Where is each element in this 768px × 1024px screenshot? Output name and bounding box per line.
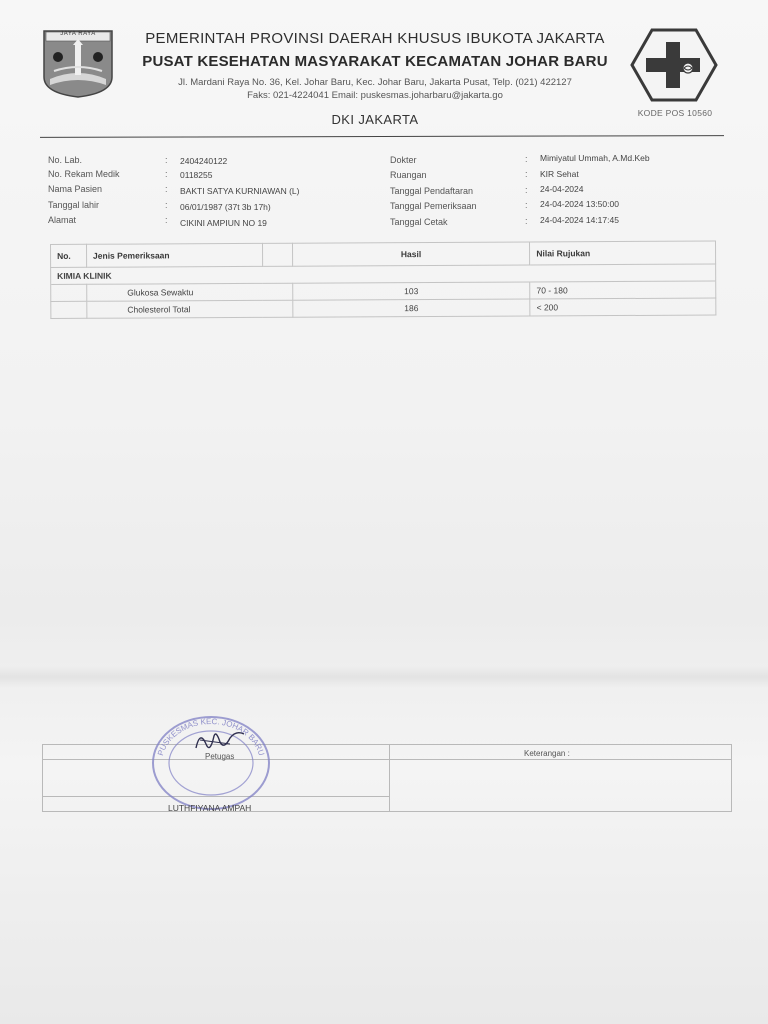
row-no	[51, 284, 87, 301]
test-result: 186	[293, 299, 531, 317]
table-header-row	[51, 241, 716, 267]
header-no: No.	[51, 244, 87, 267]
print-date-value: 24-04-2024 14:17:45	[540, 215, 619, 225]
examination-date-value: 24-04-2024 13:50:00	[540, 199, 619, 209]
birth-date-label: Tanggal lahir	[48, 200, 100, 210]
officer-name: LUTHFIYANA AMPAH	[168, 803, 252, 813]
institution-title: PUSAT KESEHATAN MASYARAKAT KECAMATAN JOHAR BARU	[142, 53, 608, 70]
medical-record-value: 0118255	[180, 170, 213, 180]
letterhead-divider	[40, 135, 724, 138]
city-label: DKI JAKARTA	[331, 112, 419, 127]
lab-number-label: No. Lab.	[48, 155, 83, 165]
patient-name-label: Nama Pasien	[48, 184, 103, 194]
examination-date-label: Tanggal Pemeriksaan	[390, 201, 477, 211]
test-result: 103	[292, 282, 530, 300]
colon: :	[165, 155, 168, 165]
patient-name-value: BAKTI SATYA KURNIAWAN (L)	[180, 186, 300, 196]
colon: :	[165, 215, 168, 225]
test-name: Cholesterol Total	[87, 300, 293, 318]
dki-jakarta-crest-icon	[40, 27, 116, 99]
signature-table	[42, 744, 732, 812]
lab-number-value: 2404240122	[180, 156, 228, 166]
remarks-label: Keterangan :	[524, 749, 570, 758]
colon: :	[525, 200, 528, 210]
government-title: PEMERINTAH PROVINSI DAERAH KHUSUS IBUKOTA JAKARTA	[145, 30, 605, 47]
colon: :	[525, 185, 528, 195]
registration-date-label: Tanggal Pendaftaran	[390, 186, 474, 196]
institution-address: Jl. Mardani Raya No. 36, Kel. Johar Baru, Kec. Johar Baru, Jakarta Pusat, Telp. (021) 422127	[178, 77, 572, 88]
stamp-text: PUSKESMAS KEC. JOHAR BARU	[155, 716, 267, 757]
address-label: Alamat	[48, 215, 77, 225]
birth-date-value: 06/01/1987 (37t 3b 17h)	[180, 202, 271, 212]
room-value: KIR Sehat	[540, 169, 579, 179]
test-reference: < 200	[530, 298, 716, 316]
colon: :	[525, 169, 528, 179]
colon: :	[165, 184, 168, 194]
test-name: Glukosa Sewaktu	[87, 283, 293, 301]
officer-role: Petugas	[205, 752, 235, 761]
colon: :	[165, 200, 168, 210]
medical-record-label: No. Rekam Medik	[48, 169, 120, 179]
registration-date-value: 24-04-2024	[540, 184, 584, 194]
category-label: KIMIA KLINIK	[51, 264, 716, 284]
room-label: Ruangan	[390, 170, 427, 180]
header-spacer	[262, 243, 292, 266]
postal-code: KODE POS 10560	[637, 108, 713, 118]
test-reference: 70 - 180	[530, 281, 716, 299]
header-test: Jenis Pemeriksaan	[86, 243, 262, 267]
colon: :	[165, 169, 168, 179]
table-row	[51, 298, 716, 318]
header-reference: Nilai Rujukan	[530, 241, 716, 265]
paper-fold-shadow	[0, 666, 768, 688]
crest-motto: JAYA RAYA	[60, 31, 96, 37]
remarks-cell	[390, 760, 732, 812]
institution-contact: Faks: 021-4224041 Email: puskesmas.joharbaru@jakarta.go	[247, 90, 503, 101]
doctor-value: Mimiyatul Ummah, A.Md.Keb	[540, 153, 650, 163]
address-value: CIKINI AMPIUN NO 19	[180, 218, 267, 228]
row-no	[51, 301, 87, 318]
colon: :	[525, 216, 528, 226]
header-result: Hasil	[292, 242, 530, 266]
colon: :	[525, 154, 528, 164]
puskesmas-cross-icon	[630, 28, 718, 102]
doctor-label: Dokter	[390, 155, 417, 165]
print-date-label: Tanggal Cetak	[390, 217, 448, 227]
lab-results-table	[50, 241, 716, 319]
